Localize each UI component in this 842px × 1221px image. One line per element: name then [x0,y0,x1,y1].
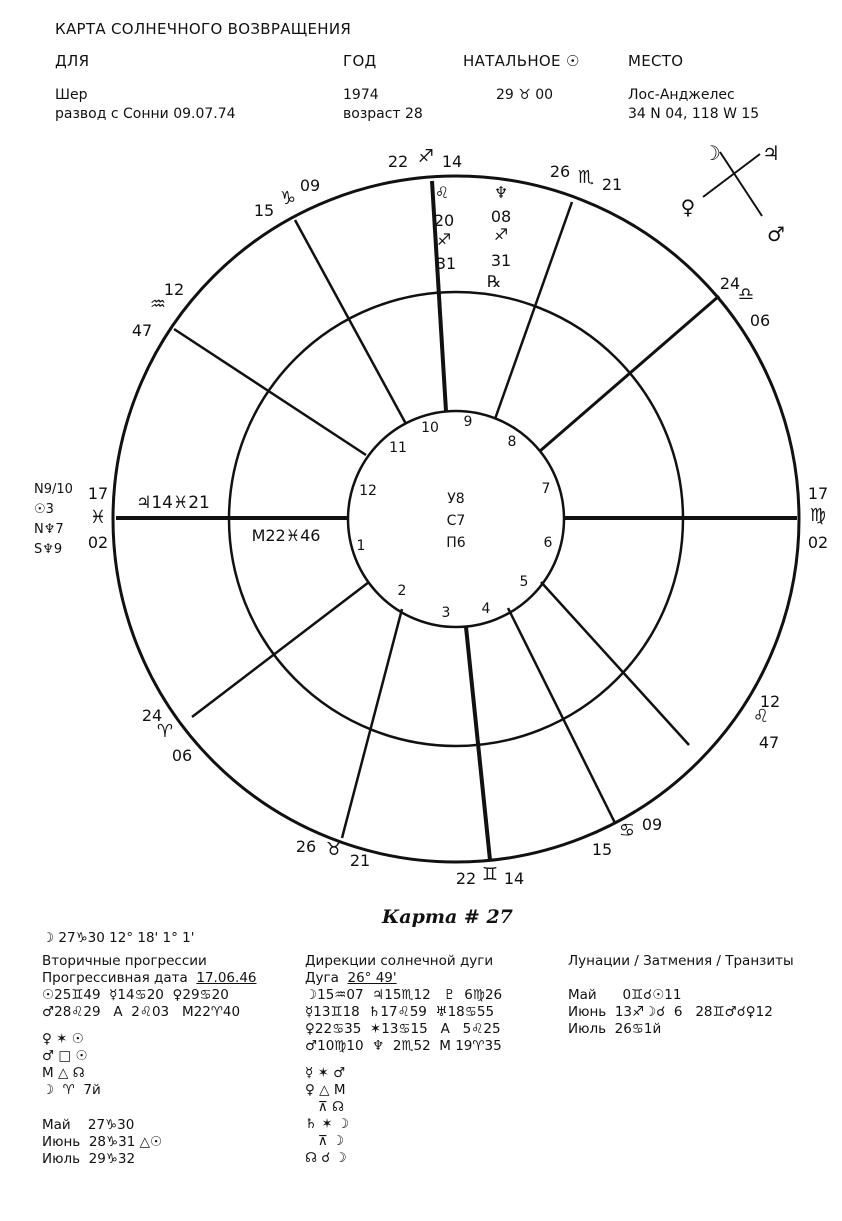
progressions-aspect: M △ ☊ [42,1065,85,1081]
directions-aspect: ⊼ ☊ [305,1099,345,1115]
progressions-month: Июль 29♑32 [42,1151,136,1167]
progressions-month: Июнь 28♑31 △☉ [42,1134,163,1150]
cusp-line-3 [342,609,402,838]
directions-line: ☽15♒07 ♃15♏12 ♇ 6♍26 [305,987,503,1003]
directions-line: ☿13♊18 ♄17♌59 ♅18♋55 [305,1004,495,1020]
cusp-minute: 14 [503,869,525,888]
cusp-degree: 15 [253,201,275,220]
place-value: Лос-Анджелес [628,87,735,103]
cusp-minute: 21 [349,851,371,870]
house-number: 3 [441,605,451,621]
progressions-aspect: ♀ ✶ ☉ [42,1031,84,1047]
natal-sun-value: 29 ♉ 00 [496,87,554,103]
directions-line: ♀22♋35 ✶13♋15 A 5♌25 [305,1021,501,1037]
cusp-minute: 02 [87,533,109,552]
lunations-line: Май 0♊☌☉11 [568,987,682,1003]
cusp-sign-glyph: ♑ [279,188,297,209]
progressions-aspect: ☽ ♈ 7й [42,1082,101,1098]
chart-caption: Карта # 27 [382,906,513,928]
directions-aspect: ☊ ☌ ☽ [305,1150,347,1166]
lunations-title: Лунации / Затмения / Транзиты [568,953,794,969]
chart-title: КАРТА СОЛНЕЧНОГО ВОЗВРАЩЕНИЯ [55,20,352,38]
side-note: N♆7 [34,522,64,537]
cusp-degree: 17 [87,484,109,503]
progressions-line: ☉25♊49 ☿14♋20 ♀29♋20 [42,987,229,1003]
directions-arc-row [305,970,502,987]
directions-line: ♂10♍10 ♆ 2♏52 M 19♈35 [305,1038,502,1054]
house-number: 12 [359,483,377,499]
cusp-sign-glyph: ♈ [156,721,174,742]
cusp-degree: 24 [719,274,741,293]
house-number: 9 [463,414,473,430]
lunations-line: Июль 26♋1й [568,1021,662,1037]
cusp-minute: 47 [758,733,780,752]
middle-ring-glyph: ♌ [434,183,450,202]
cusp-degree: 22 [387,152,409,171]
center-label: С7 [446,513,466,529]
house-number: 5 [519,574,529,590]
cusp-sign-glyph: ♓ [89,507,107,528]
cusp-line-12 [174,329,366,455]
aspect-planet-glyph: ♀ [680,195,696,219]
center-label: У8 [447,491,465,507]
cusp-line-7 [540,296,719,451]
aspect-planet-glyph: ♃ [762,141,780,165]
middle-ring-glyph: 08 [490,207,512,226]
cusp-degree: 22 [455,869,477,888]
progressions-aspect: ♂ □ ☉ [42,1048,88,1064]
progressions-date-value: 17.06.46 [196,970,257,986]
cusp-sign-glyph: ♉ [325,839,343,860]
progressions-block [42,953,257,1168]
cusp-minute: 47 [131,321,153,340]
label-place: МЕСТО [628,52,684,70]
age-value: возраст 28 [343,106,423,122]
middle-ring-glyph: 31 [490,251,512,270]
center-label: П6 [446,535,466,551]
cusp-sign-glyph: ♒ [149,294,167,315]
cusp-line-4b [508,608,615,823]
directions-arc-value: 26° 49' [347,970,397,986]
progressions-date-label: Прогрессивная дата [42,970,188,986]
cusp-sign-glyph: ♐ [417,146,435,167]
cusp-line-2 [192,582,369,717]
middle-ring-glyph: ♐ [436,230,452,249]
directions-arc-label: Дуга [305,970,339,986]
cusp-sign-glyph: ♌ [752,706,770,727]
event-note: развод с Сонни 09.07.74 [55,106,236,122]
cusp-sign-glyph: ♋ [618,820,636,841]
cusp-degree: 26 [295,837,317,856]
cusp-minute: 06 [171,746,193,765]
directions-aspect: ♄ ✶ ☽ [305,1116,350,1132]
directions-block [305,953,502,1167]
house-number: 1 [356,538,366,554]
house-number: 6 [543,535,553,551]
side-note: ☉3 [34,502,54,517]
jupiter-position-label: ♃14♓21 [136,493,210,513]
house-number: 8 [507,434,517,450]
moon-line: ☽ 27♑30 12° 18' 1° 1' [42,930,195,946]
side-note: N9/10 [34,482,73,497]
aspect-planet-glyph: ♂ [767,222,785,246]
cusp-degree: 12 [759,692,781,711]
cusp-minute: 21 [601,175,623,194]
aspect-planet-glyph: ☽ [703,141,721,165]
cusp-minute: 09 [641,815,663,834]
year-value: 1974 [343,87,379,103]
house-number: 11 [389,440,407,456]
cusp-degree: 24 [141,706,163,725]
cusp-sign-glyph: ♍ [809,505,827,526]
middle-ring-glyph: ♐ [493,225,509,244]
label-natal-sun: НАТАЛЬНОЕ ☉ [463,52,580,70]
cusp-minute: 14 [441,152,463,171]
middle-ring-glyph: ♆ [493,183,509,202]
middle-ring-glyph: 20 [433,211,455,230]
house-number: 10 [421,420,439,436]
progressions-title: Вторичные прогрессии [42,953,207,969]
progressions-date-row [42,970,257,987]
house-number: 7 [541,481,551,497]
cusp-degree: 26 [549,162,571,181]
directions-aspect: ☿ ✶ ♂ [305,1065,346,1081]
cusp-line-11 [295,220,406,424]
label-for: ДЛЯ [55,52,90,70]
cusp-sign-glyph: ♏ [577,167,595,188]
directions-aspect: ⊼ ☽ [305,1133,345,1149]
aspect-line-b [720,152,762,216]
progressions-month: Май 27♑30 [42,1117,135,1133]
side-note: S♆9 [34,542,63,557]
cusp-minute: 06 [749,311,771,330]
lunations-block [568,953,794,1038]
middle-ring-glyph: 31 [435,254,457,273]
cusp-sign-glyph: ♊ [481,864,499,885]
person-name: Шер [55,87,88,103]
lunations-line: Июнь 13♐☽☌ 6 28♊♂☌♀12 [568,1004,773,1020]
directions-title: Дирекции солнечной дуги [305,953,494,969]
cusp-minute: 09 [299,176,321,195]
cusp-degree: 15 [591,840,613,859]
directions-aspect: ♀ △ M [305,1082,346,1098]
midheaven-position-label: M22♓46 [251,526,321,545]
middle-ring-glyph: ℞ [486,272,502,291]
coords-value: 34 N 04, 118 W 15 [628,106,760,122]
house-number: 2 [397,583,407,599]
progressions-line: ♂28♌29 A 2♌03 M22♈40 [42,1004,241,1020]
cusp-degree: 17 [807,484,829,503]
cusp-minute: 02 [807,533,829,552]
house-number: 4 [481,601,491,617]
label-year: ГОД [343,52,377,70]
cusp-sign-glyph: ♎ [737,284,755,305]
cusp-degree: 12 [163,280,185,299]
